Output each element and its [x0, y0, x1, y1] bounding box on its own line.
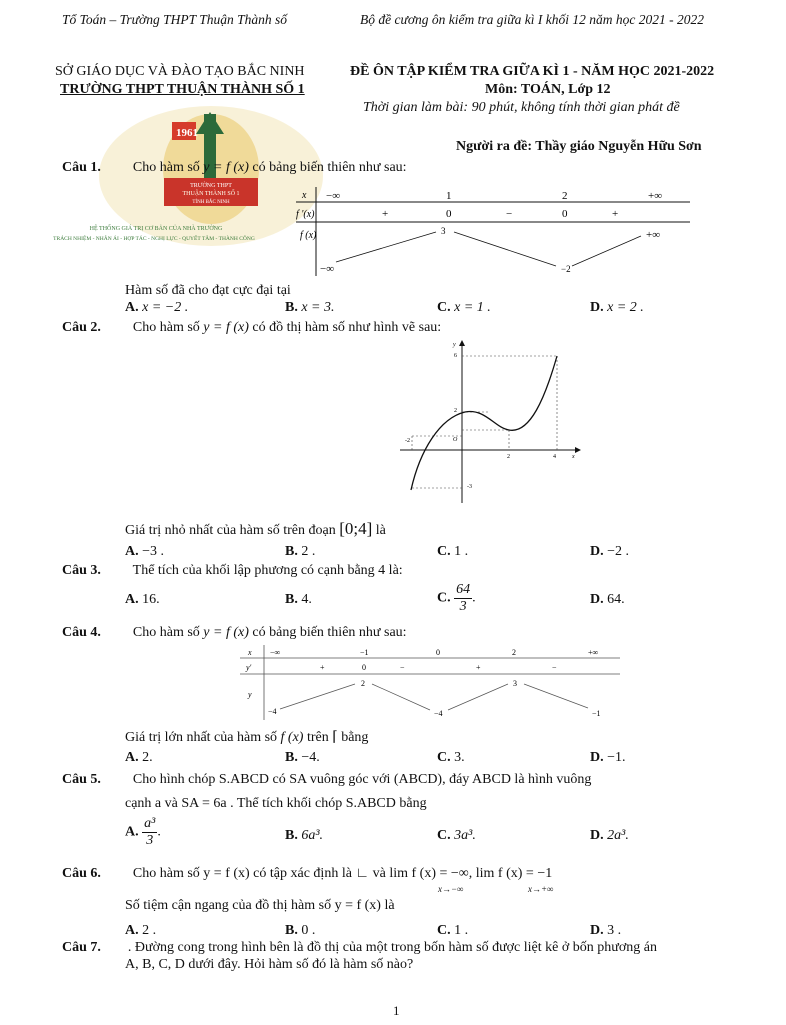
q7-label: Câu 7. [62, 940, 101, 955]
q6-option-d[interactable]: D. 3 . [590, 923, 622, 938]
q1-sign3: 0 [562, 208, 568, 220]
q1-text-a: Cho hàm số [132, 160, 200, 175]
q3-option-d[interactable]: D. 64. [590, 592, 625, 607]
q4-stem [62, 625, 407, 641]
exam-title: ĐỀ ÔN TẬP KIỂM TRA GIỮA KÌ 1 - NĂM HỌC 2021-2022 [350, 64, 715, 79]
time-line: Thời gian làm bài: 90 phút, không tính thời gian phát đề [363, 100, 680, 115]
q2-option-a[interactable]: A. −3 . [125, 544, 165, 559]
q5-stem [62, 772, 591, 788]
q2-text-a: Cho hàm số [132, 320, 200, 335]
q4-sign4: − [552, 663, 557, 672]
q5-option-c[interactable]: C. 3a³. [437, 828, 476, 843]
logo-school-2: THUẬN THÀNH SỐ 1 [182, 191, 240, 197]
q6-option-b[interactable]: B. 0 . [285, 923, 316, 938]
q2-option-b[interactable]: B. 2 . [285, 544, 316, 559]
q2-ylabel: y [453, 342, 456, 348]
q1-x0: −∞ [326, 190, 341, 202]
q2-tick-xm2: -2 [405, 438, 410, 444]
q2-graph [395, 338, 585, 513]
q1-sign1: 0 [446, 208, 452, 220]
q1-top: 3 [441, 226, 446, 236]
q4-x4: +∞ [588, 648, 599, 657]
q1-sign4: + [612, 208, 619, 220]
logo-motto-1: HỆ THỐNG GIÁ TRỊ CƠ BẢN CỦA NHÀ TRƯỜNG [89, 226, 223, 232]
q6-option-a[interactable]: A. 2 . [125, 923, 157, 938]
q6-option-c[interactable]: C. 1 . [437, 923, 469, 938]
q4-yp-label: y' [246, 663, 252, 672]
q1-text-b: có bảng biến thiên như sau: [252, 160, 407, 175]
q4-x0: −∞ [270, 648, 281, 657]
q7-line-2: A, B, C, D dưới đây. Hỏi hàm số đó là hàm số nào? [125, 957, 414, 972]
logo-year: 1961 [176, 127, 198, 139]
author-line: Người ra đề: Thầy giáo Nguyễn Hữu Sơn [456, 139, 702, 154]
header-right: Bộ đề cương ôn kiểm tra giữa kì I khối 12 năm học 2021 - 2022 [360, 12, 704, 27]
q2-ask-a: Giá trị nhỏ nhất của hàm số trên đoạn [125, 523, 336, 538]
page-number: 1 [393, 1003, 400, 1018]
q6-line-1: Cho hàm số y = f (x) có tập xác định là ∟ và lim f (x) = −∞, lim f (x) = −1 [132, 866, 553, 881]
q4-val1: 2 [361, 679, 365, 688]
q6-line-2: Số tiệm cận ngang của đồ thị hàm số y = f (x) là [125, 898, 395, 913]
q4-option-a[interactable]: A. 2. [125, 750, 153, 765]
q4-val2: −4 [434, 709, 443, 718]
q2-option-d[interactable]: D. −2 . [590, 544, 630, 559]
org-line-1: SỞ GIÁO DỤC VÀ ĐÀO TẠO BẮC NINH [55, 64, 305, 79]
q1-fp-label: f '(x) [296, 209, 315, 220]
q4-variation-table [240, 644, 620, 729]
q5-label: Câu 5. [62, 772, 101, 787]
q2-stem [62, 320, 441, 336]
subject-line: Môn: TOÁN, Lớp 12 [485, 82, 611, 97]
q3-stem [62, 563, 403, 579]
q1-ask: Hàm số đã cho đạt cực đại tại [125, 283, 291, 298]
q2-tick-x4: 4 [553, 454, 556, 460]
q2-label: Câu 2. [62, 320, 101, 335]
q2-fx: y = f (x) [203, 320, 249, 335]
q2-tick-y2: 2 [454, 408, 457, 414]
q1-arrow-up-1 [336, 232, 436, 262]
q1-label: Câu 1. [62, 160, 101, 175]
q1-left: −∞ [320, 263, 335, 275]
q1-x3: +∞ [648, 190, 663, 202]
q4-val0: −4 [268, 707, 277, 716]
q1-option-b[interactable]: B. x = 3. [285, 300, 335, 315]
q4-fx: y = f (x) [203, 625, 249, 640]
q2-text-b: có đồ thị hàm số như hình vẽ sau: [252, 320, 442, 335]
q6-label: Câu 6. [62, 866, 101, 881]
q2-ask-b: là [375, 523, 386, 538]
q3-label: Câu 3. [62, 563, 101, 578]
q3-option-a[interactable]: A. 16. [125, 592, 160, 607]
q7-line-1: . Đường cong trong hình bên là đồ thị của một trong bốn hàm số được liệt kê ở bốn phương án [127, 940, 657, 955]
q4-x-label: x [248, 648, 252, 657]
q4-y-label: y [248, 690, 252, 699]
q4-text-b: có bảng biến thiên như sau: [252, 625, 407, 640]
q4-sign0: + [320, 663, 325, 672]
q4-sign3: + [476, 663, 481, 672]
q5-line-2: cạnh a và SA = 6a . Thể tích khối chóp S.ABCD bằng [125, 796, 427, 811]
q4-x3: 2 [512, 648, 516, 657]
q4-option-c[interactable]: C. 3. [437, 750, 465, 765]
q4-sign2: − [400, 663, 405, 672]
q5-option-d[interactable]: D. 2a³. [590, 828, 629, 843]
logo-school-3: TỈNH BẮC NINH [192, 200, 230, 205]
q2-xlabel: x [572, 454, 575, 460]
q1-fx: y = f (x) [203, 160, 249, 175]
q1-x2: 2 [562, 190, 568, 202]
q1-arrow-down [454, 232, 556, 266]
q2-tick-y6: 6 [454, 353, 457, 359]
q1-sign2: − [506, 208, 513, 220]
q1-variation-table [296, 186, 690, 283]
q1-x-label: x [302, 190, 307, 201]
q1-option-c[interactable]: C. x = 1 . [437, 300, 491, 315]
q1-option-a[interactable]: A. x = −2 . [125, 300, 189, 315]
q4-x2: 0 [436, 648, 440, 657]
q4-sign1: 0 [362, 663, 366, 672]
q5-option-a[interactable]: A. $\frac{\text{a³}}{3}$ . [125, 816, 161, 848]
q1-x1: 1 [446, 190, 452, 202]
q4-option-d[interactable]: D. −1. [590, 750, 626, 765]
q7-stem [62, 940, 657, 956]
q4-val3: 3 [513, 679, 517, 688]
q1-right: +∞ [646, 229, 661, 241]
q5-option-b[interactable]: B. 6a³. [285, 828, 324, 843]
q6-lim-sub-2: x→+∞ [528, 884, 554, 894]
q1-option-d[interactable]: D. x = 2 . [590, 300, 644, 315]
q1-f-label: f (x) [300, 230, 317, 241]
q4-ask-fx: f (x) [280, 730, 304, 745]
logo-motto-2: TRÁCH NHIỆM - NHÂN ÁI - HỢP TÁC - NGHỊ LỰC - QUYẾT TÂM - THÀNH CÔNG [53, 236, 255, 242]
org-line-2: TRƯỜNG THPT THUẬN THÀNH SỐ 1 [60, 82, 305, 97]
q4-x1: −1 [360, 648, 369, 657]
q2-option-c[interactable]: C. 1 . [437, 544, 469, 559]
header-left: Tổ Toán – Trường THPT Thuận Thành số [62, 12, 288, 27]
q1-sign0: + [382, 208, 389, 220]
q5-line-1: Cho hình chóp S.ABCD có SA vuông góc với (ABCD), đáy ABCD là hình vuông [132, 772, 592, 787]
q4-ask-a: Giá trị lớn nhất của hàm số [125, 730, 278, 745]
q2-origin: O [453, 437, 458, 443]
q3-option-c[interactable]: C. $\frac{64}{3}$ . [437, 582, 476, 614]
q4-option-b[interactable]: B. −4. [285, 750, 320, 765]
q6-stem [62, 866, 552, 882]
logo-school-1: TRƯỜNG THPT [190, 183, 232, 189]
q4-label: Câu 4. [62, 625, 101, 640]
q4-ask-b: trên ⌈ bằng [306, 730, 369, 745]
q2-tick-ym3: -3 [467, 484, 472, 490]
q2-curve [411, 356, 557, 490]
q4-ask [125, 729, 368, 746]
q4-val4: −1 [592, 709, 601, 718]
q6-lim-sub-1: x→−∞ [438, 884, 464, 894]
q3-option-b[interactable]: B. 4. [285, 592, 312, 607]
q1-bot: −2 [561, 264, 571, 274]
q1-arrow-up-2 [572, 236, 641, 266]
q4-text-a: Cho hàm số [132, 625, 200, 640]
q3-text: Thể tích của khối lập phương có cạnh bằng 4 là: [132, 563, 403, 578]
q2-interval: [0;4] [339, 519, 373, 538]
q2-ask [125, 519, 386, 539]
q2-tick-x2: 2 [507, 454, 510, 460]
q1-stem [62, 160, 407, 176]
